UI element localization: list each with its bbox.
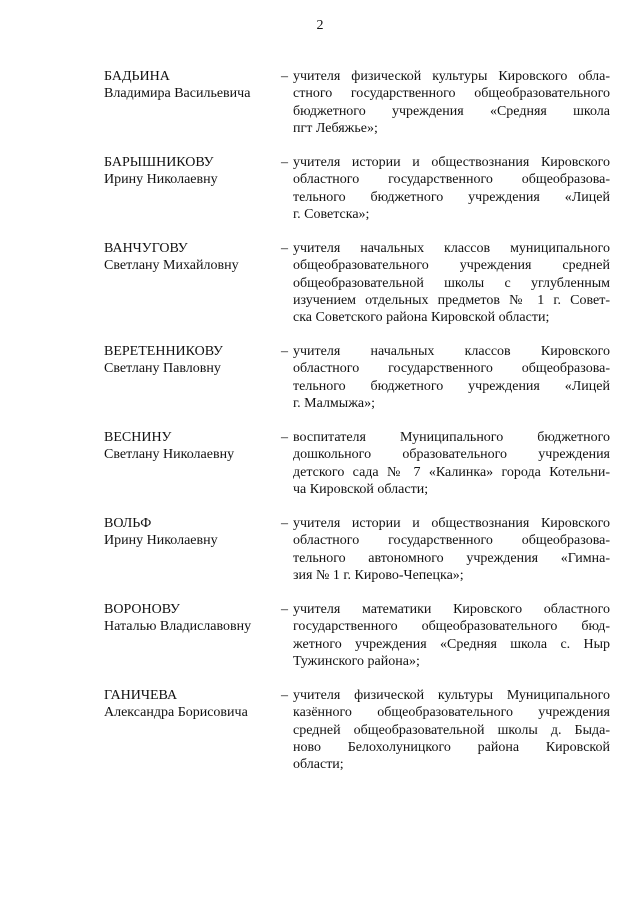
dash-separator: –	[281, 155, 288, 170]
position-description	[293, 68, 610, 137]
given-names: Владимира Васильевича	[104, 86, 251, 102]
surname: БАРЫШНИКОВУ	[104, 155, 214, 170]
given-names: Светлану Павловну	[104, 361, 221, 377]
description-line: областного государственного общеобразова-	[293, 533, 610, 549]
description-line: дошкольного образовательного учреждения	[293, 447, 610, 463]
dash-separator: –	[281, 516, 288, 531]
description-line: стного государственного общеобразовательного	[293, 86, 610, 102]
position-description	[293, 343, 610, 412]
surname: ВОЛЬФ	[104, 516, 152, 531]
given-names: Наталью Владиславовну	[104, 619, 252, 635]
surname: ВЕСНИНУ	[104, 430, 172, 445]
description-line: областного государственного общеобразова-	[293, 361, 610, 377]
description-line: г. Советска»;	[293, 206, 370, 222]
position-description	[293, 515, 610, 584]
position-description	[293, 154, 610, 223]
position-description	[293, 601, 610, 670]
position-description	[293, 240, 610, 326]
description-line: г. Малмыжа»;	[293, 395, 375, 411]
given-names: Ирину Николаевну	[104, 172, 218, 188]
dash-separator: –	[281, 602, 288, 617]
description-line: ча Кировской области;	[293, 481, 429, 497]
description-line: зия № 1 г. Кирово-Чепецка»;	[293, 567, 464, 583]
surname: ГАНИЧЕВА	[104, 688, 178, 703]
description-line: ска Советского района Кировской области;	[293, 310, 550, 326]
description-line: средней общеобразовательной школы д. Быда-	[293, 722, 610, 738]
description-line: учителя истории и обществознания Кировского	[293, 155, 610, 170]
description-line: жетного учреждения «Средняя школа с. Ныр	[293, 636, 610, 652]
person-name	[104, 687, 279, 722]
surname: ВАНЧУГОВУ	[104, 241, 188, 256]
description-line: общеобразовательного учреждения средней	[293, 258, 610, 274]
description-line: учителя истории и обществознания Кировского	[293, 516, 610, 531]
description-line: детского сада № 7 «Калинка» города Котельни-	[293, 464, 610, 480]
description-line: тельного бюджетного учреждения «Лицей	[293, 189, 610, 205]
dash-separator: –	[281, 69, 288, 84]
dash-separator: –	[281, 344, 288, 359]
description-line: общеобразовательной школы с углубленным	[293, 275, 610, 291]
description-line: ново Белохолуницкого района Кировской	[293, 739, 610, 755]
description-line: государственного общеобразовательного бюд-	[293, 619, 610, 635]
given-names: Светлану Николаевну	[104, 447, 235, 463]
person-name	[104, 154, 279, 189]
description-line: тельного бюджетного учреждения «Лицей	[293, 378, 610, 394]
description-line: учителя математики Кировского областного	[293, 602, 610, 617]
person-name	[104, 515, 279, 550]
description-line: пгт Лебяжье»;	[293, 120, 378, 136]
given-names: Светлану Михайловну	[104, 258, 239, 274]
dash-separator: –	[281, 688, 288, 703]
description-line: учителя начальных классов Кировского	[293, 344, 610, 359]
page-number: 2	[316, 18, 324, 33]
person-name	[104, 343, 279, 378]
description-line: воспитателя Муниципального бюджетного	[293, 430, 610, 445]
description-line: областного государственного общеобразова-	[293, 172, 610, 188]
surname: ВОРОНОВУ	[104, 602, 180, 617]
description-line: учителя физической культуры Муниципального	[293, 688, 610, 703]
position-description	[293, 429, 610, 498]
dash-separator: –	[281, 241, 288, 256]
person-name	[104, 68, 279, 103]
description-line: учителя начальных классов муниципального	[293, 241, 610, 256]
description-line: бюджетного учреждения «Средняя школа	[293, 103, 610, 119]
person-name	[104, 429, 279, 464]
person-name	[104, 240, 279, 275]
position-description	[293, 687, 610, 773]
description-line: тельного автономного учреждения «Гимна-	[293, 550, 610, 566]
description-line: учителя физической культуры Кировского обла-	[293, 69, 610, 84]
surname: ВЕРЕТЕННИКОВУ	[104, 344, 223, 359]
surname: БАДЬИНА	[104, 69, 170, 84]
description-line: казённого общеобразовательного учреждения	[293, 705, 610, 721]
person-name	[104, 601, 279, 636]
given-names: Александра Борисовича	[104, 705, 248, 721]
description-line: области;	[293, 757, 344, 773]
dash-separator: –	[281, 430, 288, 445]
description-line: Тужинского района»;	[293, 653, 420, 669]
given-names: Ирину Николаевну	[104, 533, 218, 549]
description-line: изучением отдельных предметов № 1 г. Совет-	[293, 292, 610, 308]
